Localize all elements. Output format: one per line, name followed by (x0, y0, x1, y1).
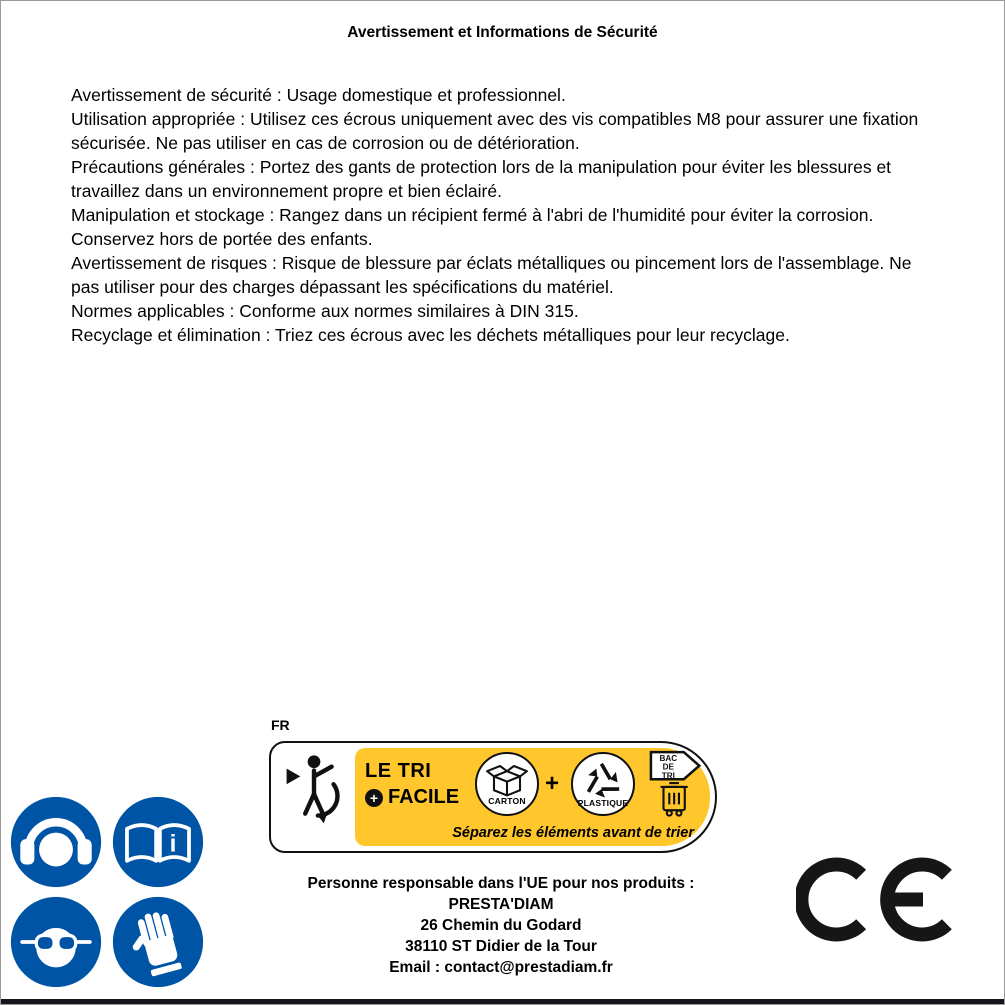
company-name: PRESTA'DIAM (448, 896, 554, 913)
sorting-footer-text: Séparez les éléments avant de trier (452, 825, 694, 841)
paragraph-handling-storage: Manipulation et stockage : Rangez dans un récipient fermé à l'abri de l'humidité pour éviter la corrosion. Conservez hors de portée des enfants. (71, 205, 874, 249)
headline-line1: LE TRI (365, 760, 432, 782)
bin-flag-line2: DE (662, 762, 675, 772)
paragraph-safety-warning: Avertissement de sécurité : Usage domestique et professionnel. (71, 85, 566, 105)
yellow-sorting-panel (355, 748, 710, 846)
svg-text:i: i (169, 830, 177, 858)
mandatory-safety-icons (9, 795, 205, 989)
safety-text-block (71, 83, 939, 347)
waste-bin-icon (661, 783, 688, 815)
materials-plus-sign: + (545, 770, 560, 797)
wear-ear-protection-icon (9, 795, 103, 889)
paragraph-appropriate-use: Utilisation appropriée : Utilisez ces écrous uniquement avec des vis compatibles M8 pour assurer une fixation sécurisée. Ne pas utiliser en cas de corrosion ou de détérioration. (71, 109, 919, 153)
paragraph-risk-warning: Avertissement de risques : Risque de blessure par éclats métalliques ou pincement lors de l'assemblage. Ne pas utiliser pour des charges dépassant les spécifications du matériel. (71, 253, 912, 297)
responsible-heading: Personne responsable dans l'UE pour nos produits : (307, 875, 695, 892)
paragraph-standards: Normes applicables : Conforme aux normes similaires à DIN 315. (71, 301, 579, 321)
ce-marking-icon (796, 854, 966, 945)
paragraph-recycling: Recyclage et élimination : Triez ces écrous avec les déchets métalliques pour leur recyclage. (71, 325, 790, 345)
tri-facile-label (269, 741, 717, 853)
bin-flag-line3: TRI (661, 771, 675, 781)
read-instruction-manual-icon (111, 795, 205, 889)
responsible-person-block (251, 873, 751, 978)
recycling-arrows-icon (577, 759, 629, 801)
wear-eye-protection-icon (9, 895, 103, 989)
bottom-border-bar (1, 999, 1004, 1004)
material-plastique-label: PLASTIQUE (577, 798, 629, 808)
page-title: Avertissement et Informations de Sécurité (347, 24, 658, 41)
material-carton (475, 752, 539, 816)
triman-recycling-icon (277, 751, 351, 841)
carton-box-icon (481, 759, 533, 799)
headline-line2: FACILE (388, 786, 460, 808)
bin-flag-line1: BAC (659, 753, 678, 763)
paragraph-general-precautions: Précautions générales : Portez des gants de protection lors de la manipulation pour éviter les blessures et travaillez dans un environnement propre et bien éclairé. (71, 157, 892, 201)
le-tri-facile-headline (365, 760, 459, 809)
material-plastique (571, 752, 635, 816)
address-line2: 38110 ST Didier de la Tour (405, 938, 597, 955)
contact-email: Email : contact@prestadiam.fr (389, 959, 613, 976)
material-carton-label: CARTON (488, 796, 526, 806)
address-line1: 26 Chemin du Godard (420, 917, 582, 934)
bac-de-tri-flag (649, 750, 707, 822)
country-code: FR (271, 717, 290, 733)
wear-protective-gloves-icon (111, 895, 205, 989)
plus-disc-icon: + (365, 789, 383, 807)
